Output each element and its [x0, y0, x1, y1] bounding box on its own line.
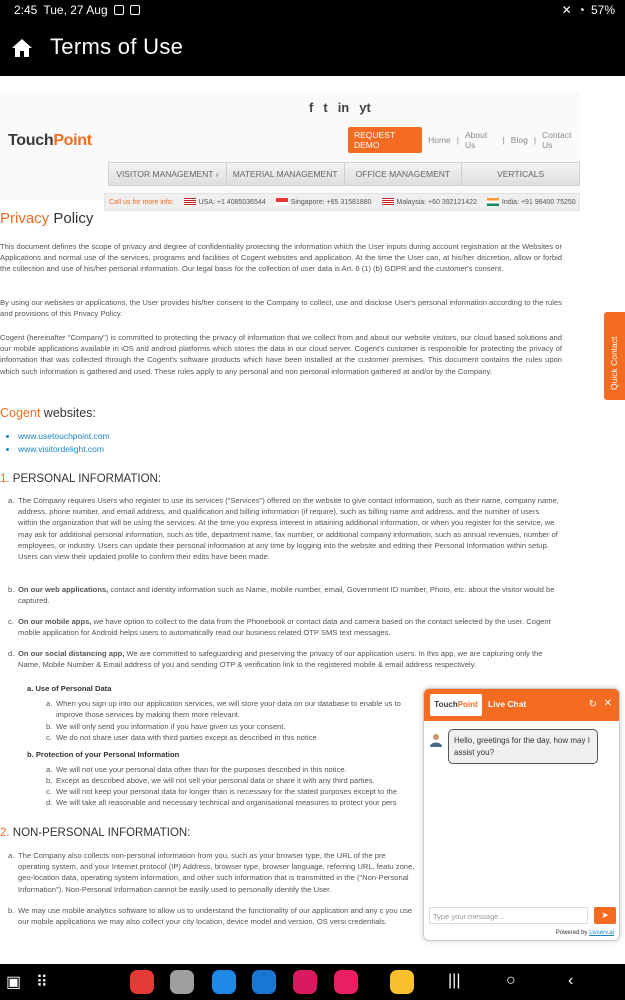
camera-app-icon[interactable] [334, 970, 358, 994]
contact-bar [104, 193, 580, 211]
screenshot-icon[interactable]: ▣ [6, 974, 22, 991]
social-links [309, 100, 371, 115]
personal-item-b: b. On our web applications, contact and identity information such as Name, mobile number, email, Government ID number, Photo, etc. about the visitor would be captured. [8, 585, 555, 606]
home-icon[interactable] [10, 36, 34, 60]
phone-usa[interactable]: USA: +1 4085036544 [184, 198, 266, 206]
prot-item-b: b. Except as described above, we will not sell your personal data or share it with any third parties. [46, 776, 375, 785]
section-non-personal-information: 2. NON-PERSONAL INFORMATION: [0, 827, 191, 839]
website-links [18, 430, 110, 455]
site-header [0, 92, 580, 206]
chat-logo: TouchPoint [430, 694, 482, 716]
chat-message-input[interactable]: Type your message... [429, 907, 588, 924]
top-link-about[interactable]: About Us [465, 130, 488, 150]
use-personal-data-heading: a. Use of Personal Data [27, 684, 112, 693]
nonpersonal-item-b: b. We may use mobile analytics software to allow us to understand the functionality of our application and any c you use our mobile applications we may also collect your city location, device model and version, OS versi credentials. [8, 906, 413, 927]
back-icon[interactable]: ‹ [568, 972, 574, 989]
status-time: 2:45 [14, 3, 38, 17]
quick-contact-tab[interactable]: Quick Contact [604, 312, 625, 400]
close-icon[interactable]: ✕ [603, 698, 612, 709]
folder-app-icon[interactable] [170, 970, 194, 994]
use-item-b: b. We will only send you information if you have given us your consent. [46, 722, 286, 731]
chat-header [424, 689, 619, 721]
touchpoint-logo[interactable]: TouchPoint [8, 132, 92, 149]
personal-item-c: c. On our mobile apps, we have option to collect to the data from the Phonebook or contact data and camera based on the contact selected by the user. Cogent mobile application for Android helps users to automatically read our business related OTP SMS text messages. [8, 617, 551, 638]
linkedin-icon[interactable]: in [337, 100, 350, 115]
prot-item-d: d. We will take all reasonable and necessary technical and organisational measures to protect your pers [46, 798, 397, 807]
chat-message: Hello, greetings for the day, how may I assist you? [448, 729, 598, 764]
home-nav-icon[interactable]: ○ [506, 972, 516, 989]
calendar-app-icon[interactable] [212, 970, 236, 994]
policy-paragraph-2: By using our websites or applications, the User provides his/her consent to the Company to collect, use and disclose User's personal information according to the rules and provisions of this Privacy Policy. [0, 298, 562, 319]
request-demo-button[interactable]: REQUEST DEMO [348, 127, 422, 153]
battery-level: 57% [590, 3, 615, 17]
websites-heading: Cogent websites: [0, 406, 96, 420]
call-label: Call us for more info: [109, 198, 174, 206]
link-visitordelight[interactable]: • www.visitordelight.com [18, 443, 110, 456]
files-app-icon[interactable] [390, 970, 414, 994]
status-bar [0, 0, 625, 20]
live-chat-widget [423, 688, 620, 941]
app-bar [0, 20, 625, 76]
refresh-icon[interactable]: ↻ [588, 699, 597, 710]
top-link-contact[interactable]: Contact Us [542, 130, 572, 150]
messages-app-icon[interactable] [252, 970, 276, 994]
facebook-icon[interactable]: f [309, 100, 314, 115]
policy-paragraph-3: Cogent (hereinafter "Company") is committed to protecting the privacy of information that we collect from and about our website visitors, our cloud based solutions and our mobile applications available in iOS and android platforms which stores the data in our cloud server. Cogent's customer is responsible for protecting the privacy of information that was collected through the Cogent's software products which have been installed at the customer premises. This document contains the rules upon which such information is gathered and used. These rules apply to any personal and non personal information gathered at and/or by the Company. [0, 333, 562, 376]
link-usetouchpoint[interactable]: • www.usetouchpoint.com [18, 430, 110, 443]
agent-avatar-icon [430, 733, 442, 747]
use-item-a-cont: improve those services by making them more relevant. [56, 710, 241, 719]
use-item-c: c. We do not share user data with third parties except as described in this notice [46, 733, 317, 742]
usa-flag-icon [184, 198, 196, 206]
top-links: REQUEST DEMO Home | About Us | Blog | Contact Us [348, 127, 580, 153]
personal-item-a: a. The Company requires Users who register to use its services ("Services") offered on the website to give contact information, such as their name, company name, address, phone number, and email address, and qualification and billing information (if require), such as billing name and address, and the number of users within the organization that will be using the services. At the time you express interest in attaining additional information, or when you register for the service, we may ask for additional personal information, such as title, department name, fax number, or additional company information, such as annual revenues, number of employees, or industry. Users can update their personal information at any time by logging into the website and editing their Personal Information within setup. Users can view their updated profile to confirm their edits have been made. [8, 496, 559, 562]
top-link-blog[interactable]: Blog [510, 135, 528, 145]
india-flag-icon [487, 198, 499, 206]
page-title: Terms of Use [50, 34, 184, 59]
main-nav [108, 162, 580, 186]
nonpersonal-item-a: a. The Company also collects non-personal information from you, such as your browser type, the URL of the pre operating system, and your Internet protocol (IP) Address, browser type, browser language, referring URL, featu zone, geo-location data, operating system information, and other such information that is transmitted in the ("Non-Personal Information"). Non-Personal Information cannot be easily used to personally identify the User. [8, 851, 415, 894]
prot-item-c: c. We will not keep your personal data for longer than is necessary for the stated purposes except to the [46, 787, 397, 796]
mute-icon: ✕ [561, 3, 572, 17]
singapore-flag-icon [276, 198, 288, 206]
prot-item-a: a. We will not use your personal data other than for the purposes described in this notice. [46, 765, 347, 774]
policy-heading: Privacy Policy [0, 210, 94, 227]
nav-verticals[interactable]: VERTICALS [497, 169, 545, 179]
personal-item-d: d. On our social distancing app, We are committed to safeguarding and preserving the privacy of our application users. In this app, we are capturing only the Name, Mobile Number & Email address of you and sending OTP & verification link to the registered mobile & email address respectively. [8, 649, 543, 670]
chat-title: Live Chat [488, 699, 527, 709]
malaysia-flag-icon [382, 198, 394, 206]
status-date: Tue, 27 Aug [43, 3, 108, 17]
system-nav-bar [0, 964, 625, 1000]
nav-office-management[interactable]: OFFICE MANAGEMENT [345, 163, 463, 185]
use-item-a: a. When you sign up into our application services, we will store your data on our database to enable us to [46, 699, 401, 708]
nav-visitor-management[interactable]: VISITOR MANAGEMENT › [109, 163, 227, 185]
gallery-icon [114, 5, 124, 15]
livserv-link[interactable]: Livserv.ai [589, 930, 614, 936]
phone-malaysia[interactable]: Malaysia: +60 392121422 [382, 198, 477, 206]
gallery-app-icon[interactable] [293, 970, 317, 994]
wifi-icon: ◔ [577, 3, 585, 17]
protection-heading: b. Protection of your Personal Information [27, 750, 180, 759]
policy-paragraph-1: This document defines the scope of privacy and degree of confidentiality protecting the information which the User inputs during account registration at the Websites or Applications and normal use of the services, programs and facilities of Cogent websites and application. At the time the User can, at his/her discretion, allow or forbid the collection and use of his/her personal information. Our legal basis for the collection of user data is Art. 6 (1) (b) GDPR and the customer's consent. [0, 242, 562, 274]
notification-icon [130, 5, 140, 15]
flipboard-app-icon[interactable] [130, 970, 154, 994]
youtube-icon[interactable]: yt [359, 100, 371, 115]
send-icon[interactable]: ➤ [594, 907, 616, 924]
apps-grid-icon[interactable]: ⠿ [36, 974, 48, 991]
twitter-icon[interactable]: t [323, 100, 328, 115]
recents-icon[interactable]: ||| [448, 972, 461, 989]
phone-singapore[interactable]: Singapore: +65 31581880 [276, 198, 372, 206]
nav-material-management[interactable]: MATERIAL MANAGEMENT [227, 163, 345, 185]
top-link-home[interactable]: Home [428, 135, 451, 145]
section-personal-information: 1. PERSONAL INFORMATION: [0, 473, 162, 485]
phone-india[interactable]: India: +91 98400 75250 [487, 198, 576, 206]
powered-by: Powered by Livserv.ai [555, 930, 614, 936]
